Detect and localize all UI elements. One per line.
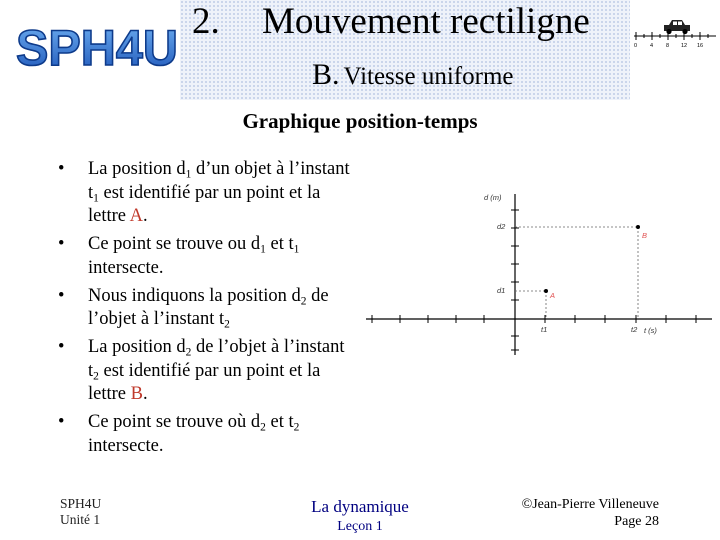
list-item: • Nous indiquons la position $d_2$ de l’objet à l’instant $t_2$ [58, 285, 358, 332]
bullet-list [58, 158, 358, 463]
d1-label: d1 [497, 286, 506, 295]
t1-label: t1 [541, 325, 548, 334]
list-item: • La position $d_1$ d’un objet à l’instant $t_1$ est identifié par un point et la lettre A. [58, 158, 358, 229]
svg-text:SPH4U: SPH4U [16, 20, 178, 72]
topic-label: La dynamique [311, 497, 409, 516]
page-number: Page 28 [614, 514, 659, 529]
car-icon [634, 8, 716, 48]
title-number: 2. [192, 1, 220, 42]
scale-label: 0 [634, 43, 638, 48]
author-label: ©Jean-Pierre Villeneuve [521, 497, 659, 512]
position-time-graph [360, 180, 715, 355]
slide-title [192, 0, 590, 43]
list-item: • Ce point se trouve où $d_2$ et $t_2$ intersecte. [58, 411, 358, 458]
y-axis-label: d (m) [484, 193, 502, 202]
scale-label: 16 [697, 43, 704, 48]
section-letter: B. [312, 58, 340, 91]
footer-topic [285, 496, 435, 536]
footer-course [60, 496, 101, 528]
sph4u-logo [14, 16, 180, 72]
scale-label: 4 [650, 43, 654, 48]
lesson-label: Leçon 1 [337, 519, 383, 534]
list-item: • Ce point se trouve ou $d_1$ et $t_1$ intersecte. [58, 233, 358, 280]
scale-label: 8 [666, 43, 670, 48]
unit-label: Unité 1 [60, 512, 101, 527]
subtitle: Graphique position-temps [242, 109, 478, 133]
x-axis-label: t (s) [644, 326, 657, 335]
footer-author [522, 496, 659, 530]
point-a-label: A [550, 291, 556, 300]
section-title [312, 58, 514, 92]
title-box [180, 0, 630, 100]
t2-label: t2 [631, 325, 638, 334]
title-text: Mouvement rectiligne [262, 1, 590, 42]
list-item: • La position $d_2$ de l’objet à l’instant $t_2$ est identifié par un point et la lettre B. [58, 336, 358, 407]
scale-label: 12 [681, 43, 688, 48]
point-b-label: B [642, 231, 648, 240]
point-b [636, 225, 640, 229]
d2-label: d2 [497, 222, 506, 231]
section-text: Vitesse uniforme [343, 63, 514, 90]
course-code: SPH4U [60, 496, 102, 511]
point-a [544, 289, 548, 293]
